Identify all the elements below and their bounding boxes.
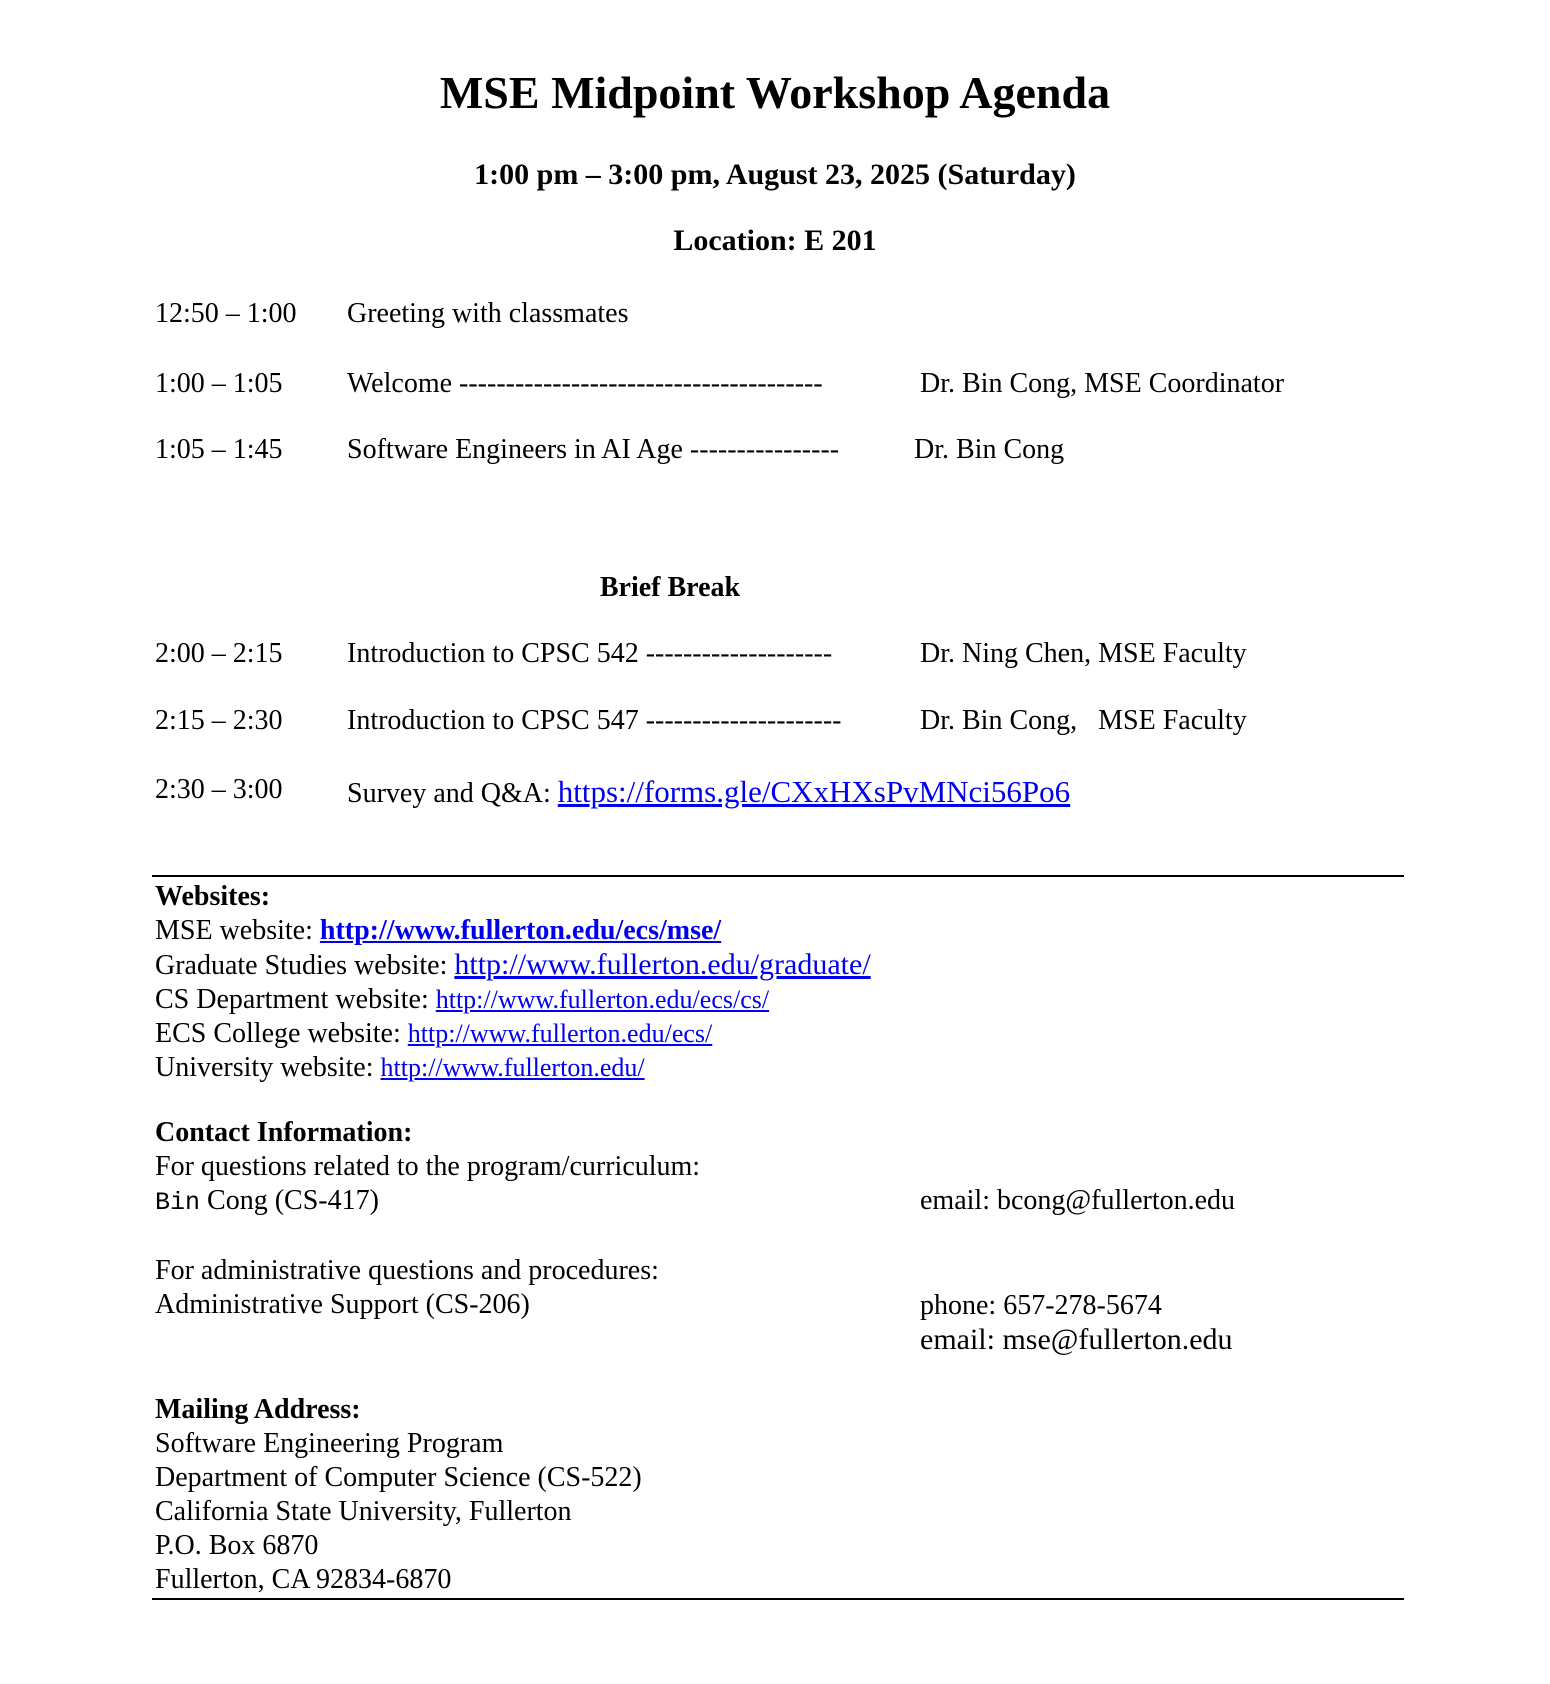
university-link[interactable]: http://www.fullerton.edu/: [380, 1053, 645, 1082]
websites-section: [155, 880, 871, 1085]
admin-section: [155, 1254, 659, 1322]
mailing-line: P.O. Box 6870: [155, 1530, 319, 1561]
admin-email: email: mse@fullerton.edu: [920, 1323, 1233, 1356]
website-row: [155, 948, 871, 983]
mailing-line: California State University, Fullerton: [155, 1496, 572, 1527]
program-question: For questions related to the program/curriculum:: [155, 1151, 701, 1182]
survey-label: Survey and Q&A:: [347, 778, 558, 809]
ecs-college-link[interactable]: http://www.fullerton.edu/ecs/: [407, 1019, 713, 1048]
program-email: email: bcong@fullerton.edu: [920, 1185, 1236, 1216]
divider-bottom: [152, 1598, 1404, 1600]
agenda-item: Introduction to CPSC 547 ---------------------: [347, 705, 842, 736]
agenda-speaker: Dr. Bin Cong, MSE Coordinator: [920, 368, 1285, 399]
agenda-time: 12:50 – 1:00: [155, 298, 297, 329]
mailing-line: Software Engineering Program: [155, 1428, 504, 1459]
survey-link[interactable]: https://forms.gle/CXxHXsPvMNci56Po6: [557, 774, 1071, 809]
mailing-section: [155, 1393, 642, 1597]
agenda-time: 2:15 – 2:30: [155, 705, 283, 736]
agenda-item: Greeting with classmates: [347, 298, 629, 329]
agenda-time: 2:00 – 2:15: [155, 638, 283, 669]
divider-top: [152, 875, 1404, 877]
program-contact-name: [155, 1184, 700, 1220]
contact-first-name: Bin: [155, 1188, 201, 1217]
website-row: [155, 914, 871, 948]
website-label: MSE website:: [155, 915, 320, 946]
agenda-item: Introduction to CPSC 542 --------------------: [347, 638, 833, 669]
mailing-heading: Mailing Address:: [155, 1394, 361, 1425]
page-title: MSE Midpoint Workshop Agenda: [439, 67, 1111, 118]
contact-heading: Contact Information:: [155, 1117, 413, 1148]
agenda-item: Software Engineers in AI Age ----------------: [347, 434, 840, 465]
website-row: [155, 1017, 871, 1051]
brief-break-heading: Brief Break: [599, 572, 741, 603]
website-label: University website:: [155, 1052, 381, 1083]
website-label: CS Department website:: [155, 984, 436, 1015]
agenda-time: 1:00 – 1:05: [155, 368, 283, 399]
event-datetime: 1:00 pm – 3:00 pm, August 23, 2025 (Saturday): [474, 158, 1076, 191]
mse-website-link[interactable]: http://www.fullerton.edu/ecs/mse/: [319, 915, 722, 946]
admin-question: For administrative questions and procedures:: [155, 1255, 659, 1286]
cs-department-link[interactable]: http://www.fullerton.edu/ecs/cs/: [435, 985, 770, 1014]
graduate-website-link[interactable]: http://www.fullerton.edu/graduate/: [454, 948, 871, 981]
agenda-speaker: Dr. Ning Chen, MSE Faculty: [920, 638, 1247, 669]
mailing-line: Department of Computer Science (CS-522): [155, 1462, 642, 1493]
website-row: [155, 983, 871, 1017]
agenda-speaker: Dr. Bin Cong: [914, 434, 1065, 465]
website-row: [155, 1051, 871, 1085]
websites-heading: Websites:: [155, 881, 271, 912]
agenda-time: 1:05 – 1:45: [155, 434, 283, 465]
agenda-item: Welcome ---------------------------------------: [347, 368, 823, 399]
agenda-speaker: Dr. Bin Cong, MSE Faculty: [920, 705, 1247, 736]
admin-contact-name: Administrative Support (CS-206): [155, 1289, 530, 1320]
event-location: Location: E 201: [673, 224, 877, 257]
mailing-line: Fullerton, CA 92834-6870: [155, 1564, 452, 1595]
website-label: Graduate Studies website:: [155, 950, 455, 981]
website-label: ECS College website:: [155, 1018, 408, 1049]
contact-section: [155, 1116, 700, 1220]
contact-last-name: Cong (CS-417): [200, 1185, 379, 1216]
agenda-time: 2:30 – 3:00: [155, 774, 283, 805]
admin-phone: phone: 657-278-5674: [920, 1290, 1162, 1321]
agenda-item: [347, 774, 1070, 810]
